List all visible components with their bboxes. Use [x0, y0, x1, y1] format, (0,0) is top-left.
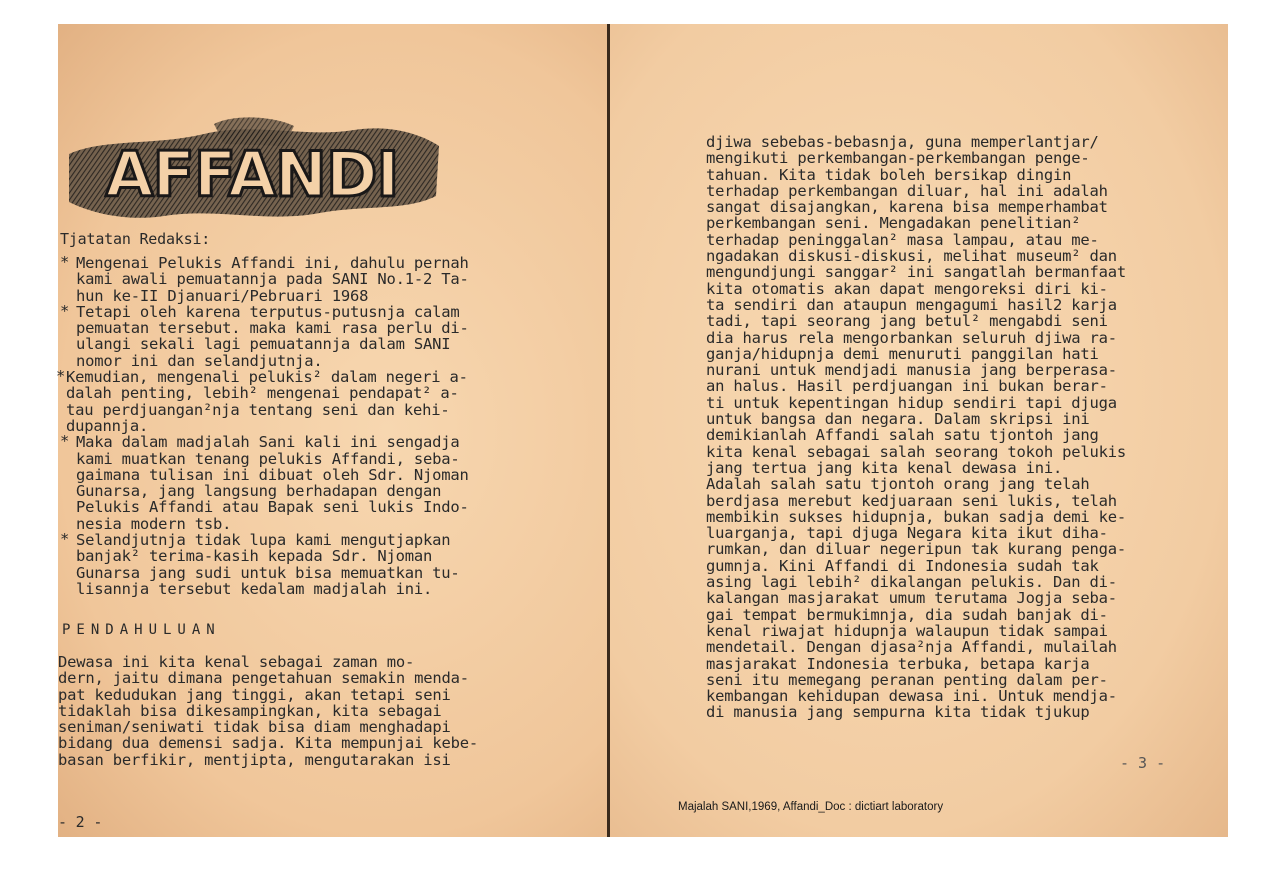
- editor-note: [58, 369, 606, 434]
- page-number-left: - 2 -: [58, 813, 103, 831]
- editor-notes: [58, 255, 606, 597]
- image-caption: Majalah SANI,1969, Affandi_Doc : dictiart laboratory: [678, 801, 944, 813]
- affandi-logo: [64, 116, 444, 226]
- bullet-mark: *: [60, 253, 70, 271]
- bullet-mark: *: [60, 432, 70, 451]
- editor-note-text: Maka dalam madjalah Sani kali ini sengadja kami muatkan tenang pelukis Affandi, seba- gaimana tulisan ini dibuat oleh Sdr. Njoman Gunarsa, jang langsung berhadapan dengan Pelukis Affandi atau Bapak seni lukis Indo- nesia modern tsb.: [76, 433, 469, 533]
- editor-note-text: Kemudian, mengenali pelukis² dalam negeri a- dalah penting, lebih² mengenai pendapat² a- tau perdjuangan²nja tentang seni dan kehi- dupannja.: [66, 368, 468, 435]
- editor-note: [58, 532, 606, 597]
- left-page: [58, 24, 608, 837]
- editor-note-text: Tetapi oleh karena terputus-putusnja calam pemuatan tersebut. maka kami rasa perlu di- ulangi sekali lagi pemuatannja dalam SANI nomor ini dan selandjutnja.: [76, 302, 469, 370]
- editor-note: [58, 301, 606, 370]
- editor-note-heading: Tjatatan Redaksi:: [60, 230, 211, 248]
- right-page: [610, 24, 1228, 837]
- bullet-mark: *: [60, 530, 70, 549]
- bullet-mark: *: [60, 301, 70, 320]
- editor-note-text: Selandjutnja tidak lupa kami mengutjapkan banjak² terima-kasih kepada Sdr. Njoman Gunarsa jang sudi untuk bisa memuatkan tu- lisannja tersebut kedalam madjalah ini.: [76, 531, 460, 598]
- page-number-right: - 3 -: [1120, 754, 1166, 772]
- editor-note-text: Mengenai Pelukis Affandi ini, dahulu pernah kami awali pemuatannja pada SANI No.1-2 Ta- hun ke-II Djanuari/Pebruari 1968: [76, 254, 469, 305]
- bullet-mark: *: [56, 367, 66, 386]
- magazine-spread: [58, 24, 1228, 837]
- logo-text: AFFANDI: [105, 138, 399, 211]
- body-paragraph: djiwa sebebas-bebasnja, guna memperlantjar/ mengikuti perkembangan-perkembangan penge- tahuan. Kita tidak boleh bersikap dingin terhadap perkembangan diluar, hal ini adalah sangat disajangkan, karena bisa memperhambat perkembangan seni. Mengadakan penelitian² terhadap peninggalan² masa lampau, atau me- ngadakan diskusi-diskusi, melihat museum² dan mengundjungi sanggar² ini sangatlah bermanfaat kita otomatis akan dapat mengoreksi diri ki- ta sendiri dan ataupun mengagumi hasil2 karja tadi, tapi seorang jang betul² mengabdi seni dia harus rela mengorbankan seluruh djiwa ra- ganja/hidupnja demi menuruti panggilan hati nurani untuk mendjadi manusia jang berperasa- an halus. Hasil perdjuangan ini bukan berar- ti untuk kepentingan hidup sendiri tapi djuga untuk bangsa dan negara. Dalam skripsi ini demikianlah Affandi salah satu tjontoh jang kita kenal sebagai salah seorang tokoh pelukis jang tertua jang kita kenal dewasa ini. Adalah salah satu tjontoh orang jang telah berdjasa merebut kedjuaraan seni lukis, telah membikin sukses hidupnja, bukan sadja demi ke- luarganja, tapi djuga Negara kita ikut diha- rumkan, dan diluar negeripun tak kurang penga- gumnja. Kini Affandi di Indonesia sudah tak asing lagi lebih² dikalangan pelukis. Dan di- kalangan masjarakat umum terutama Jogja seba- gai tempat bermukimnja, dia sudah banjak di- kenal riwajat hidupnja walaupun tidak sampai mendetail. Dengan djasa²nja Affandi, mulailah masjarakat Indonesia terbuka, betapa karja seni itu memegang peranan penting dalam per- kembangan kehidupan dewasa ini. Untuk mendja- di manusia jang sempurna kita tidak tjukup: [706, 133, 1127, 722]
- intro-paragraph: Dewasa ini kita kenal sebagai zaman mo- dern, jaitu dimana pengetahuan semakin menda- pat kedudukan jang tinggi, akan tetapi seni tidaklah bisa dikesampingkan, kita sebagai seniman/seniwati tidak bisa diam menghadapi bidang dua demensi sadja. Kita mempunjai kebe- basan berfikir, mentjipta, mengutarakan isi: [58, 653, 479, 769]
- editor-note: [58, 434, 606, 532]
- editor-note: [58, 255, 606, 304]
- section-title: PENDAHULUAN: [62, 622, 221, 638]
